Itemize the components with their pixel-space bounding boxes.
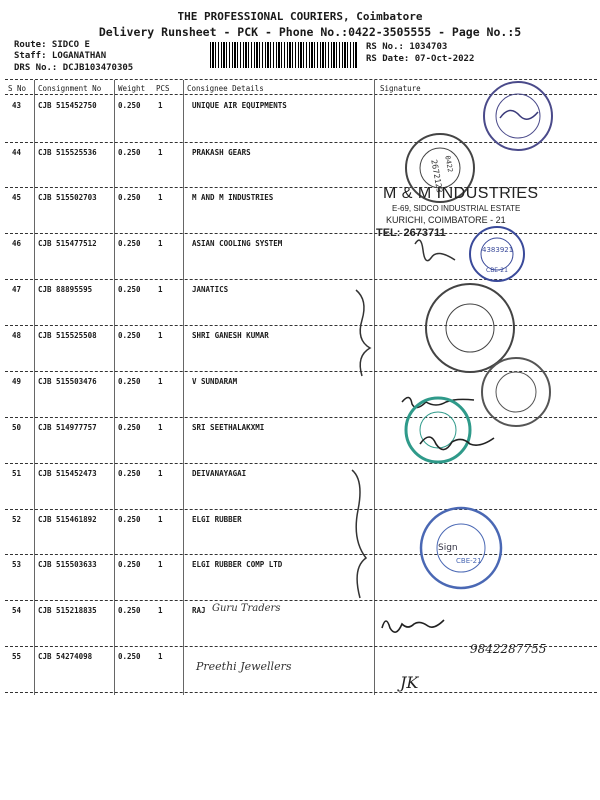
row-pcs: 1 <box>158 515 163 524</box>
row-consignment: CJB 88895595 <box>38 285 93 294</box>
row-consignee: SHRI GANESH KUMAR <box>192 331 269 340</box>
row-sno: 47 <box>12 285 22 294</box>
row-weight: 0.250 <box>118 148 141 157</box>
row-sno: 54 <box>12 606 22 615</box>
unique-air-stamp <box>484 82 552 150</box>
row-consignee: RAJ <box>192 606 206 615</box>
col-header-pcs: PCS <box>156 84 170 93</box>
signature-scribble <box>420 437 494 450</box>
row-sno: 53 <box>12 560 22 569</box>
row-consignment: CJB 515503633 <box>38 560 97 569</box>
row-consignee: ELGI RUBBER COMP LTD <box>192 560 283 569</box>
row-consignee: ELGI RUBBER <box>192 515 242 524</box>
row-pcs: 1 <box>158 148 163 157</box>
row-consignment: CJB 515503476 <box>38 377 97 386</box>
elgi-stamp <box>421 508 501 588</box>
asian-stamp-number: 4383921 <box>482 246 514 254</box>
row-consignee: PRAKASH GEARS <box>192 148 251 157</box>
row-sno: 48 <box>12 331 22 340</box>
handwritten-phone: 9842287755 <box>470 642 547 656</box>
signature-scribble <box>415 240 455 261</box>
route-label: Route: SIDCO E <box>14 40 90 50</box>
row-consignee: JANATICS <box>192 285 229 294</box>
col-header-consignee: Consignee Details <box>187 84 264 93</box>
row-sno: 55 <box>12 652 22 661</box>
row-pcs: 1 <box>158 377 163 386</box>
row-pcs: 1 <box>158 239 163 248</box>
row-consignment: CJB 514977757 <box>38 423 97 432</box>
row-consignment: CJB 515452750 <box>38 101 97 110</box>
runsheet-title: Delivery Runsheet - PCK - Phone No.:0422-3505555 - Page No.:5 <box>98 25 522 39</box>
prakash-stamp-number: 2672123 <box>429 158 445 194</box>
row-consignee: ASIAN COOLING SYSTEM <box>192 239 283 248</box>
row-consignment: CJB 54274098 <box>38 652 93 661</box>
row-consignment: CJB 515525536 <box>38 148 97 157</box>
prakash-stamp-code: 0422 <box>443 155 455 174</box>
rs-number: RS No.: 1034703 <box>366 42 448 52</box>
row-weight: 0.250 <box>118 239 141 248</box>
col-header-sno: S No <box>8 84 27 93</box>
rs-date: RS Date: 07-Oct-2022 <box>366 54 475 64</box>
row-weight: 0.250 <box>118 652 141 661</box>
row-pcs: 1 <box>158 423 163 432</box>
row-pcs: 1 <box>158 560 163 569</box>
row-sno: 52 <box>12 515 22 524</box>
brace-mark <box>352 470 366 598</box>
row-sno: 44 <box>12 148 22 157</box>
brace-mark <box>356 290 370 376</box>
row-pcs: 1 <box>158 469 163 478</box>
row-consignee: V SUNDARAM <box>192 377 238 386</box>
signature-scribble <box>382 620 444 632</box>
row-sno: 51 <box>12 469 22 478</box>
sundaram-stamp <box>482 358 550 426</box>
row-weight: 0.250 <box>118 285 141 294</box>
staff-label: Staff: LOGANATHAN <box>14 51 107 61</box>
row-weight: 0.250 <box>118 193 141 202</box>
row-weight: 0.250 <box>118 560 141 569</box>
row-weight: 0.250 <box>118 606 141 615</box>
elgi-stamp-sign: Sign <box>438 543 458 553</box>
row-pcs: 1 <box>158 193 163 202</box>
row-weight: 0.250 <box>118 515 141 524</box>
row-sno: 45 <box>12 193 22 202</box>
drs-number: DRS No.: DCJB103470305 <box>14 63 134 73</box>
row-pcs: 1 <box>158 652 163 661</box>
row-consignee: SRI SEETHALAKXMI <box>192 423 265 432</box>
row-weight: 0.250 <box>118 101 141 110</box>
row-pcs: 1 <box>158 101 163 110</box>
row-consignment: CJB 515452473 <box>38 469 97 478</box>
row-weight: 0.250 <box>118 331 141 340</box>
row-sno: 50 <box>12 423 22 432</box>
row-consignment: CJB 515525508 <box>38 331 97 340</box>
handwritten-consignee: Preethi Jewellers <box>196 660 292 673</box>
mm-stamp-title: M & M INDUSTRIES <box>383 185 539 202</box>
row-weight: 0.250 <box>118 377 141 386</box>
row-sno: 46 <box>12 239 22 248</box>
handwritten-consignee: Guru Traders <box>212 603 281 614</box>
elgi-stamp-cbe: CBE-21 <box>456 557 482 565</box>
janatics-stamp <box>426 284 514 372</box>
row-pcs: 1 <box>158 331 163 340</box>
col-header-signature: Signature <box>380 84 421 93</box>
mm-stamp-tel: TEL: 2673711 <box>376 227 446 239</box>
row-consignee: UNIQUE AIR EQUIPMENTS <box>192 101 287 110</box>
row-weight: 0.250 <box>118 423 141 432</box>
row-pcs: 1 <box>158 285 163 294</box>
row-consignment: CJB 515477512 <box>38 239 97 248</box>
handwritten-initials: JK <box>400 673 419 692</box>
row-consignee: M AND M INDUSTRIES <box>192 193 274 202</box>
mm-stamp-address1: E-69, SIDCO INDUSTRIAL ESTATE <box>392 204 521 213</box>
row-sno: 49 <box>12 377 22 386</box>
row-consignment: CJB 515218835 <box>38 606 97 615</box>
row-consignment: CJB 515461892 <box>38 515 97 524</box>
row-consignment: CJB 515502703 <box>38 193 97 202</box>
asian-stamp-cbe: CBE-21 <box>486 267 508 274</box>
row-pcs: 1 <box>158 606 163 615</box>
seethalakxmi-stamp <box>406 398 470 462</box>
row-consignee: DEIVANAYAGAI <box>192 469 247 478</box>
row-weight: 0.250 <box>118 469 141 478</box>
row-sno: 43 <box>12 101 22 110</box>
col-header-consignment: Consignment No <box>38 84 102 93</box>
company-title: THE PROFESSIONAL COURIERS, Coimbatore <box>177 10 423 23</box>
mm-stamp-address2: KURICHI, COIMBATORE - 21 <box>386 215 506 225</box>
col-header-weight: Weight <box>118 84 146 93</box>
